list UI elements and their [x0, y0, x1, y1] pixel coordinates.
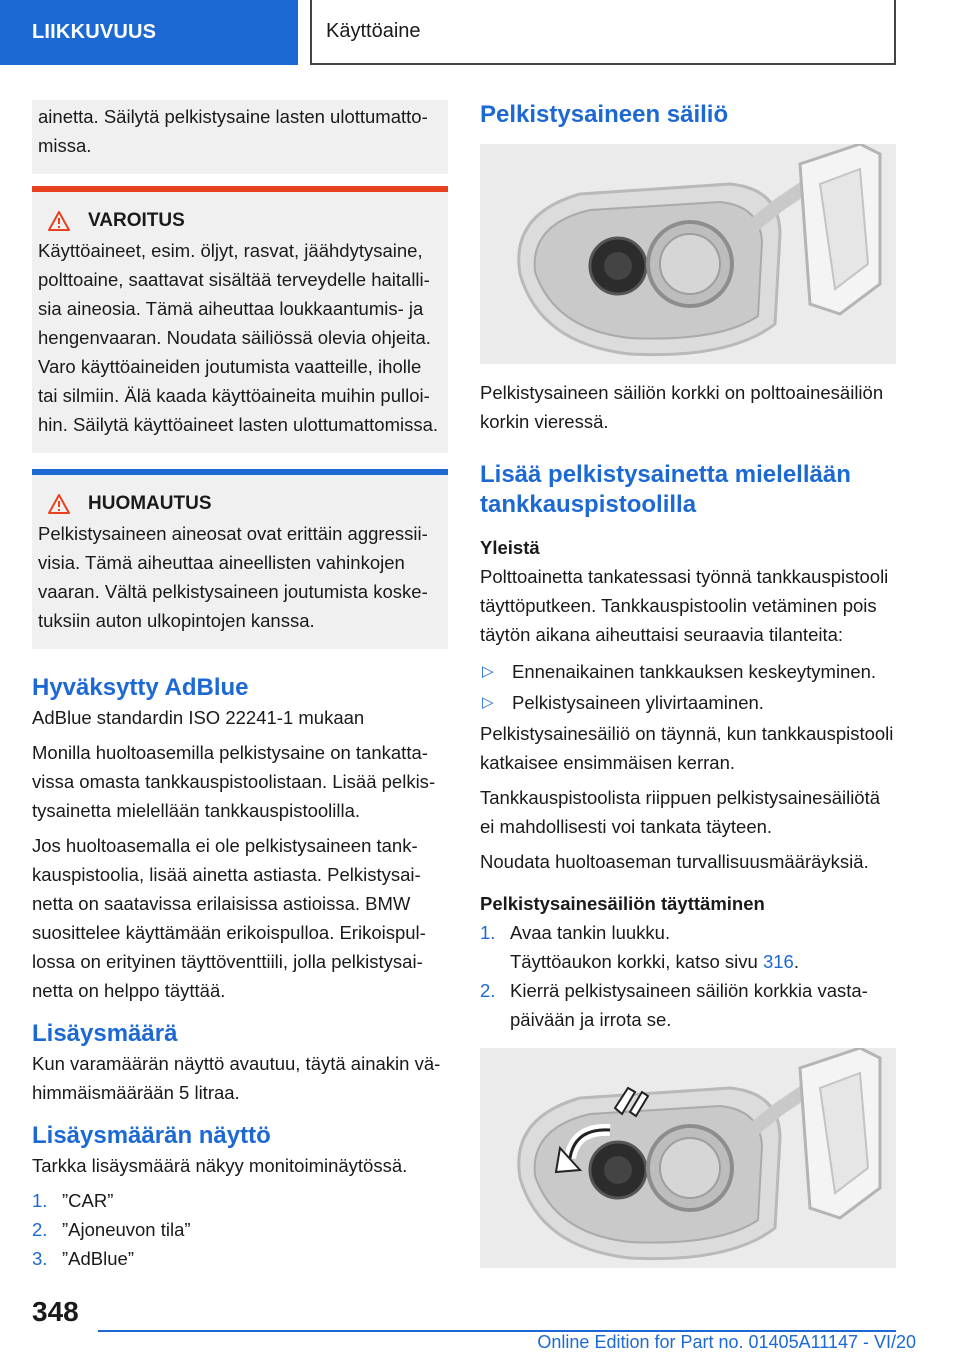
continued-text: ainetta. Säilytä pelkistysaine lasten ulottumattomissa.	[38, 106, 428, 156]
page-header	[0, 0, 960, 82]
list-item	[480, 976, 896, 1034]
warning-box	[32, 186, 448, 453]
fill-amount-text: Kun varamäärän näyttö avautuu, täytä ainakin vähimmäismäärään 5 litraa.	[32, 1053, 441, 1103]
tank-cap-photo	[480, 144, 896, 364]
list-item	[480, 688, 896, 717]
approved-paragraph-3: Jos huoltoasemalla ei ole pelkistysaineen tankkauspistoolia, lisää ainetta astiasta. Pelkistysainetta on saatavissa erilaisissa astioissa. BMW suosittelee käyttämään erikoispulloa. Erikoispullossa on erityinen täyttöventtiili, jolla pelkistysainetta on helppo täyttää.	[32, 835, 426, 1001]
list-item	[480, 918, 896, 947]
warning-text: Käyttöaineet, esim. öljyt, rasvat, jäähdytysaine, polttoaine, saattavat sisältää terveydelle haitallisia aineosia. Tämä aiheuttaa loukkaantumis- ja hengenvaaran. Noudata säiliössä olevia ohjeita. Varo käyttöaineiden joutumista vaatteille, iholle tai silmiin. Älä kaada käyttöaineita muihin pulloihin. Säilytä käyttöaineet lasten ulottumattomissa.	[38, 240, 439, 435]
general-paragraph-1: Polttoainetta tankatessasi työnnä tankkauspistooli täyttöputkeen. Tankkauspistoolin vetäminen pois täytön aikana aiheuttaisi seuraavia tilanteita:	[480, 566, 889, 645]
list-text: ”CAR”	[62, 1190, 114, 1211]
fill-amount-display-text: Tarkka lisäysmäärä näkyy monitoiminäytössä.	[32, 1155, 408, 1176]
note-heading	[38, 493, 442, 515]
list-item	[32, 1244, 448, 1273]
left-column	[32, 100, 448, 1273]
warning-heading	[38, 210, 442, 232]
approved-adblue-heading: Hyväksytty AdBlue	[32, 674, 249, 701]
list-number: 3.	[32, 1248, 48, 1269]
continued-box	[32, 100, 448, 174]
list-item	[480, 947, 896, 976]
warning-title: VAROITUS	[88, 210, 185, 231]
general-paragraph-3: Tankkauspistoolista riippuen pelkistysainesäiliötä ei mahdollisesti voi tankata täyteen.	[480, 787, 881, 837]
general-heading: Yleistä	[480, 537, 540, 558]
triangle-bullet-icon: ▷	[482, 694, 494, 711]
cap-removal-photo	[480, 1048, 896, 1268]
list-text: ”AdBlue”	[62, 1248, 134, 1269]
step-subtext-prefix: Täyttöaukon korkki, katso sivu	[510, 951, 763, 972]
tank-caption: Pelkistysaineen säiliön korkki on polttoainesäiliön korkin vieressä.	[480, 382, 884, 432]
chapter-title: Käyttöaine	[310, 0, 896, 65]
list-number: 1.	[32, 1190, 48, 1211]
general-paragraph-2: Pelkistysainesäiliö on täynnä, kun tankkauspistooli katkaisee ensimmäisen kerran.	[480, 723, 894, 773]
note-box	[32, 469, 448, 649]
section-tab[interactable]: LIIKKUVUUS	[0, 0, 298, 65]
step-text: Kierrä pelkistysaineen säiliön korkkia vastapäivään ja irrota se.	[510, 980, 868, 1030]
list-item	[32, 1215, 448, 1244]
warning-triangle-icon	[48, 494, 70, 514]
note-title: HUOMAUTUS	[88, 493, 212, 514]
step-number: 1.	[480, 922, 496, 943]
approved-standard-text: AdBlue standardin ISO 22241-1 mukaan	[32, 707, 365, 728]
list-item	[32, 1186, 448, 1215]
add-reductant-heading: Lisää pelkistysainetta mielellään tankkauspistoolilla	[480, 461, 851, 518]
page-number: 348	[32, 1296, 79, 1327]
fill-amount-display-heading: Lisäysmäärän näyttö	[32, 1122, 271, 1149]
warning-triangle-icon	[48, 211, 70, 231]
fill-amount-heading: Lisäysmäärä	[32, 1020, 178, 1047]
filling-heading: Pelkistysainesäiliön täyttäminen	[480, 893, 765, 914]
step-text: Avaa tankin luukku.	[510, 922, 671, 943]
step-subtext-suffix: .	[793, 951, 799, 972]
page-link[interactable]: 316	[762, 951, 794, 972]
list-text: ”Ajoneuvon tila”	[62, 1219, 191, 1240]
step-subtext	[510, 947, 799, 976]
edition-text: Online Edition for Part no. 01405A11147 - VI/20	[537, 1332, 916, 1352]
list-number: 2.	[32, 1219, 48, 1240]
note-text: Pelkistysaineen aineosat ovat erittäin aggressiivisia. Tämä aiheuttaa aineellisten vahinkojen vaaran. Vältä pelkistysaineen joutumista kosketuksiin auton ulkopintojen kanssa.	[38, 523, 428, 631]
right-column	[480, 100, 896, 1268]
step-number: 2.	[480, 980, 496, 1001]
general-paragraph-4: Noudata huoltoaseman turvallisuusmääräyksiä.	[480, 851, 869, 872]
triangle-bullet-icon: ▷	[482, 663, 494, 680]
bullet-text: Ennenaikainen tankkauksen keskeytyminen.	[512, 661, 877, 682]
bullet-text: Pelkistysaineen ylivirtaaminen.	[512, 692, 764, 713]
tank-heading: Pelkistysaineen säiliö	[480, 101, 729, 128]
approved-paragraph-2: Monilla huoltoasemilla pelkistysaine on tankattavissa omasta tankkauspistoolistaan. Lisää pelkistysainetta mielellään tankkauspistoolilla.	[32, 742, 436, 821]
list-item	[480, 657, 896, 686]
